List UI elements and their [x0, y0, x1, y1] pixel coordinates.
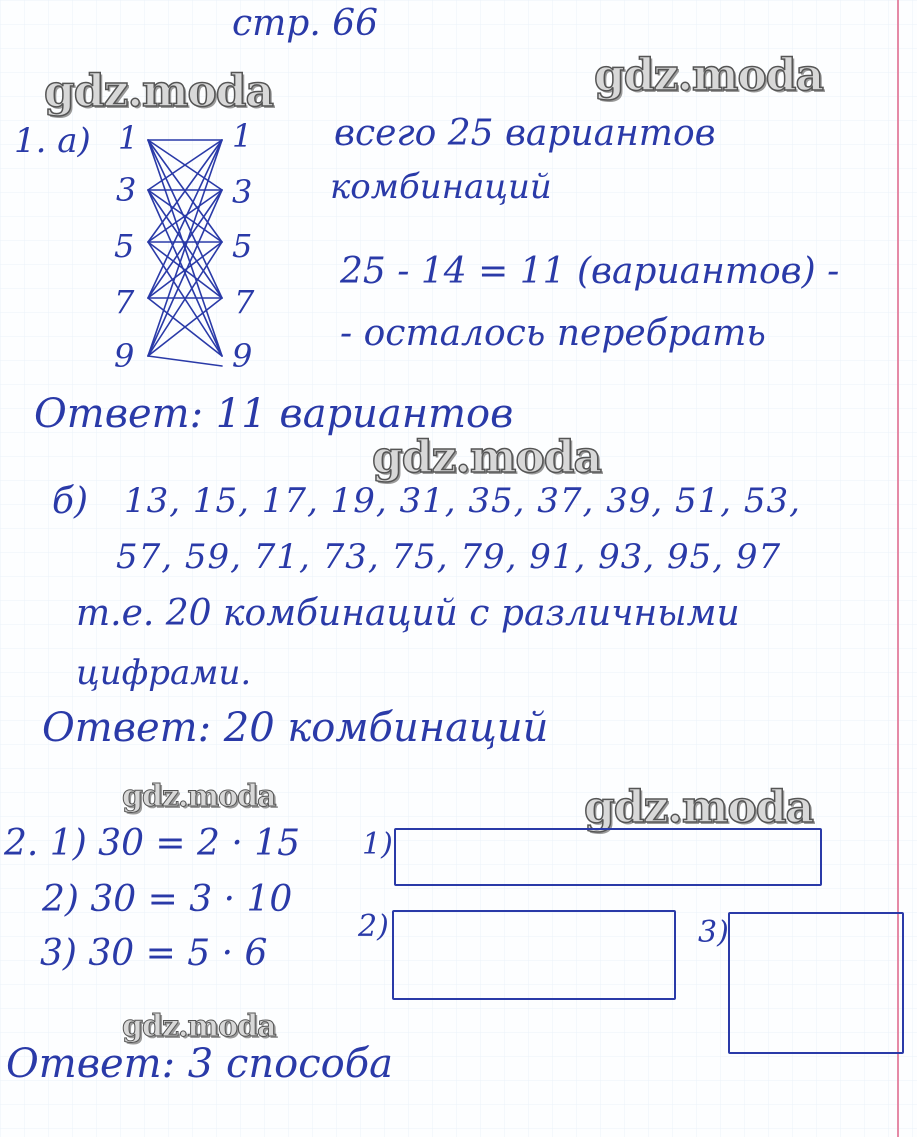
- task1-label-a: 1. а): [14, 121, 91, 161]
- rectangle-5x6: [728, 912, 904, 1054]
- task1-text-line1: всего 25 вариантов: [334, 113, 716, 154]
- task1-list-row1: 13, 15, 17, 19, 31, 35, 37, 39, 51, 53,: [124, 481, 801, 521]
- task1-note-row1: т.е. 20 комбинаций с различными: [76, 593, 740, 634]
- task1-text-line2: комбинаций: [330, 167, 552, 207]
- rectangle-2x15: [394, 828, 822, 886]
- rectangle-3x10: [392, 910, 676, 1000]
- number-left-3: 3: [116, 171, 137, 209]
- task2-answer: Ответ: 3 способа: [6, 1041, 393, 1087]
- task2-eq3: 3) 30 = 5 · 6: [40, 933, 268, 974]
- task1-answer-a: Ответ: 11 вариантов: [34, 391, 514, 437]
- rect-label-1: 1): [362, 827, 393, 862]
- task2-eq2: 2) 30 = 3 · 10: [42, 879, 293, 920]
- rect-label-3: 3): [698, 915, 729, 950]
- task1-label-b: б): [52, 481, 89, 522]
- watermark: gdz.moda: [122, 779, 276, 814]
- task2-eq1: 2. 1) 30 = 2 · 15: [4, 823, 301, 864]
- page-header: стр. 66: [232, 3, 379, 44]
- watermark: gdz.moda: [44, 66, 274, 117]
- task1-note-row2: цифрами.: [76, 653, 252, 693]
- number-left-7: 7: [114, 283, 135, 321]
- task1-text-line4: - осталось перебрать: [340, 313, 766, 354]
- watermark: gdz.moda: [372, 432, 602, 483]
- number-right-7: 7: [234, 283, 255, 321]
- number-left-1: 1: [118, 119, 139, 157]
- task1-text-line3: 25 - 14 = 11 (вариантов) -: [340, 251, 840, 292]
- number-right-9: 9: [232, 337, 253, 375]
- rect-label-2: 2): [358, 909, 389, 944]
- number-right-1: 1: [232, 117, 253, 155]
- watermark: gdz.moda: [594, 50, 824, 101]
- task1-list-row2: 57, 59, 71, 73, 75, 79, 91, 93, 95, 97: [116, 537, 782, 577]
- watermark: gdz.moda: [584, 782, 814, 833]
- number-left-9: 9: [114, 337, 135, 375]
- task1-answer-b: Ответ: 20 комбинаций: [42, 705, 549, 751]
- number-right-5: 5: [232, 227, 253, 265]
- number-left-5: 5: [114, 227, 135, 265]
- number-right-3: 3: [232, 173, 253, 211]
- watermark: gdz.moda: [122, 1009, 276, 1044]
